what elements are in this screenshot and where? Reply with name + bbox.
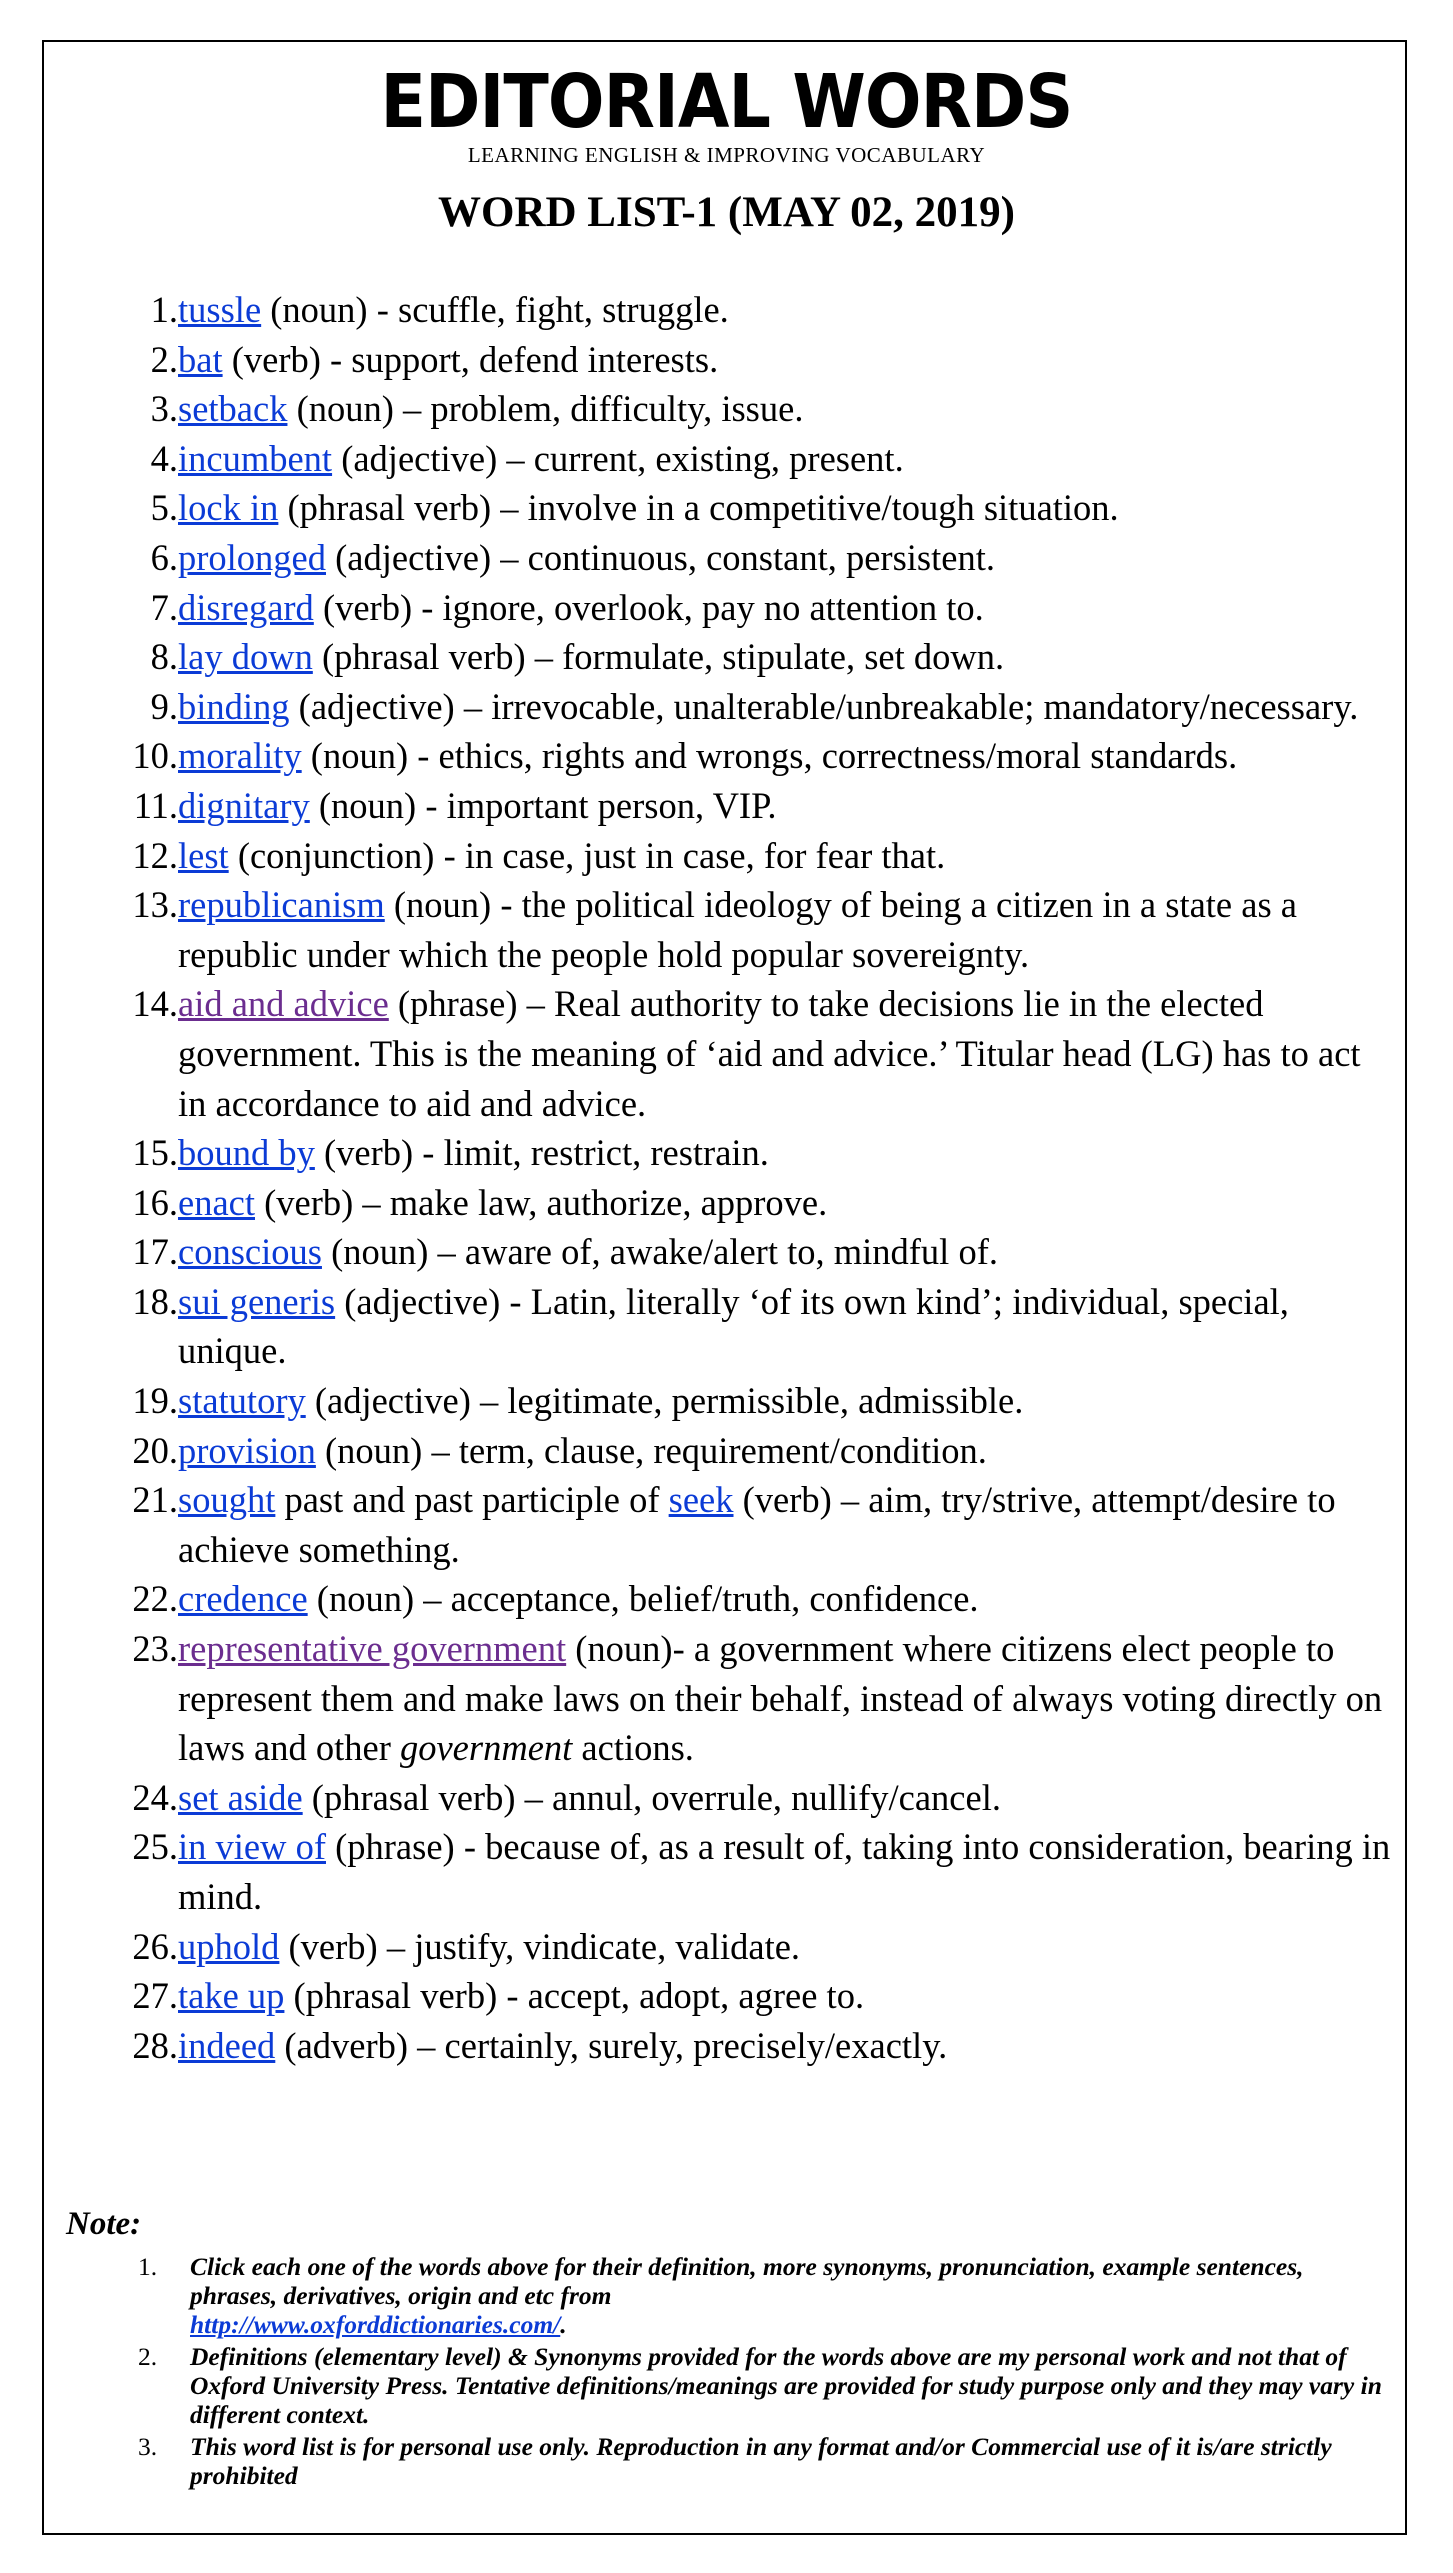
list-item	[118, 1624, 1398, 1773]
list-item	[118, 1277, 1398, 1376]
list-item	[118, 434, 1398, 484]
item-number: 1.	[150, 289, 178, 330]
definition-text: actions.	[572, 1727, 694, 1769]
item-number: 9.	[150, 685, 178, 727]
list-item	[118, 1227, 1398, 1277]
item-definition	[178, 1376, 1398, 1426]
definition-text: (verb) - limit, restrict, restrain.	[314, 1132, 769, 1174]
list-item	[118, 384, 1398, 434]
definition-text: (noun) - scuffle, fight, struggle.	[261, 289, 729, 330]
list-item	[118, 1475, 1398, 1574]
item-number: 28.	[132, 2024, 178, 2066]
item-definition	[178, 1475, 1398, 1574]
item-definition	[178, 1922, 1398, 1972]
page-subtitle: LEARNING ENGLISH & IMPROVING VOCABULARY	[467, 143, 986, 167]
definition-text: (adjective) – continuous, constant, persistent.	[326, 536, 995, 578]
item-number: 4.	[150, 437, 178, 479]
item-definition	[178, 682, 1398, 732]
item-number: 21.	[132, 1479, 178, 1521]
definition-text: (phrasal verb) – formulate, stipulate, set down.	[312, 636, 1005, 678]
list-item	[118, 1822, 1398, 1921]
list-item	[118, 1574, 1398, 1624]
definition-text: (verb) – justify, vindicate, validate.	[279, 1925, 801, 1967]
note-label: Note:	[66, 2206, 142, 2242]
definition-text: (verb) - support, defend interests.	[222, 338, 719, 380]
item-number: 24.	[132, 1776, 178, 1818]
list-item	[118, 285, 1398, 335]
item-definition	[178, 1426, 1398, 1476]
note-text	[190, 2252, 1390, 2339]
definition-text: (adjective) – current, existing, present.	[332, 437, 904, 479]
note-body: Click each one of the words above for their definition, more synonyms, pronunciation, example sentences, phrases, derivatives, origin and etc from	[190, 2252, 1304, 2310]
list-item	[118, 880, 1398, 979]
definition-text: (noun) – term, clause, requirement/condition.	[315, 1429, 987, 1471]
item-number: 12.	[132, 834, 178, 876]
list-item	[118, 335, 1398, 385]
item-definition	[178, 731, 1398, 781]
item-number: 19.	[132, 1380, 178, 1422]
item-number: 10.	[132, 735, 178, 777]
item-number: 3.	[150, 388, 178, 430]
word-link[interactable]: sui generis	[178, 1280, 336, 1322]
oxford-link[interactable]: http://www.oxforddictionaries.com/	[190, 2310, 561, 2339]
word-link[interactable]: disregard	[178, 586, 314, 628]
item-number: 15.	[132, 1132, 178, 1174]
word-list-title: WORD LIST-1 (MAY 02, 2019)	[438, 189, 1015, 236]
item-definition	[178, 1178, 1398, 1228]
word-link[interactable]: prolonged	[178, 536, 326, 578]
list-item	[118, 533, 1398, 583]
list-item	[118, 2021, 1398, 2071]
definition-text: (noun) – problem, difficulty, issue.	[287, 388, 804, 430]
list-item	[118, 1922, 1398, 1972]
item-definition	[178, 781, 1398, 831]
item-number: 13.	[132, 884, 178, 926]
list-item	[118, 1773, 1398, 1823]
note-number: 3.	[138, 2432, 158, 2461]
note-number: 1.	[138, 2252, 158, 2281]
word-link[interactable]: sought	[178, 1479, 276, 1521]
definition-text: (conjunction) - in case, just in case, for fear that.	[228, 834, 946, 876]
note-text	[190, 2432, 1390, 2490]
word-link[interactable]: lay down	[178, 636, 313, 678]
item-number: 17.	[132, 1231, 178, 1273]
word-link[interactable]: bat	[178, 338, 223, 380]
list-item	[118, 979, 1398, 1128]
word-link[interactable]: credence	[178, 1578, 308, 1620]
item-definition	[178, 979, 1398, 1128]
item-definition	[178, 632, 1398, 682]
item-definition	[178, 434, 1398, 484]
item-definition	[178, 1128, 1398, 1178]
word-link[interactable]: provision	[178, 1429, 316, 1471]
definition-text: past and past participle of	[275, 1479, 669, 1521]
word-link[interactable]: representative government	[178, 1628, 567, 1670]
list-item	[118, 583, 1398, 633]
list-item	[118, 1971, 1398, 2021]
definition-text: (adjective) – legitimate, permissible, admissible.	[305, 1380, 1024, 1422]
definition-text: (phrase) – Real authority to take decisions lie in the elected government. This is the meaning of ‘aid and advice.’ Titular head (LG) has to act in accordance to aid and advice.	[178, 983, 1361, 1124]
word-link[interactable]: incumbent	[178, 437, 333, 479]
list-item	[118, 781, 1398, 831]
list-item	[118, 1178, 1398, 1228]
item-definition	[178, 1773, 1398, 1823]
item-definition	[178, 831, 1398, 881]
word-link[interactable]: indeed	[178, 2024, 276, 2066]
definition-text: (noun) - the political ideology of being a citizen in a state as a republic under which the people hold popular sovereignty.	[178, 884, 1297, 975]
word-link[interactable]: in view of	[178, 1826, 326, 1868]
word-list	[118, 285, 1398, 2070]
item-definition	[178, 533, 1398, 583]
word-link[interactable]: take up	[178, 1975, 285, 2017]
item-definition	[178, 384, 1398, 434]
definition-text: (phrasal verb) – involve in a competitive/tough situation.	[278, 487, 1119, 529]
word-link[interactable]: bound by	[178, 1132, 315, 1174]
item-number: 23.	[132, 1628, 178, 1670]
word-link[interactable]: enact	[178, 1181, 255, 1223]
definition-text: (noun) - important person, VIP.	[309, 784, 777, 826]
list-item	[118, 831, 1398, 881]
definition-text: (verb) – make law, authorize, approve.	[255, 1181, 828, 1223]
note-text	[190, 2342, 1390, 2429]
list-item	[118, 632, 1398, 682]
page-title: EDITORIAL WORDS	[380, 59, 1073, 145]
item-definition	[178, 1227, 1398, 1277]
definition-text: (noun)- a government where citizens elect people to represent them and make laws on their behalf, instead of always voting directly on laws and other	[178, 1628, 1383, 1769]
item-number: 8.	[150, 636, 178, 678]
item-definition	[178, 2021, 1398, 2071]
definition-text: (adjective) – irrevocable, unalterable/unbreakable; mandatory/necessary.	[289, 685, 1359, 727]
list-item	[118, 731, 1398, 781]
note-item	[120, 2342, 1390, 2429]
word-link[interactable]: conscious	[178, 1231, 322, 1273]
item-number: 2.	[150, 338, 178, 380]
item-definition	[178, 483, 1398, 533]
item-number: 5.	[150, 487, 178, 529]
note-list	[120, 2252, 1390, 2493]
word-link[interactable]: binding	[178, 685, 290, 727]
item-definition	[178, 1277, 1398, 1376]
list-item	[118, 1128, 1398, 1178]
definition-text: (verb) – aim, try/strive, attempt/desire to achieve something.	[178, 1479, 1336, 1570]
definition-text: (noun) - ethics, rights and wrongs, correctness/moral standards.	[301, 735, 1238, 777]
note-number: 2.	[138, 2342, 158, 2371]
word-link[interactable]: dignitary	[178, 784, 310, 826]
item-number: 26.	[132, 1925, 178, 1967]
definition-text: (noun) – aware of, awake/alert to, mindful of.	[321, 1231, 998, 1273]
item-definition	[178, 1574, 1398, 1624]
item-number: 16.	[132, 1181, 178, 1223]
list-item	[118, 682, 1398, 732]
definition-text: (verb) - ignore, overlook, pay no attention to.	[313, 586, 984, 628]
item-number: 14.	[132, 983, 178, 1025]
definition-text: (phrasal verb) – annul, overrule, nullify/cancel.	[302, 1776, 1001, 1818]
word-link[interactable]: statutory	[178, 1380, 306, 1422]
note-item	[120, 2252, 1390, 2339]
note-body: .	[560, 2310, 567, 2339]
word-link[interactable]: seek	[668, 1479, 734, 1521]
item-number: 18.	[132, 1280, 178, 1322]
definition-text: (adjective) - Latin, literally ‘of its own kind’; individual, special, unique.	[178, 1280, 1289, 1372]
word-link[interactable]: aid and advice	[178, 983, 389, 1025]
definition-text: (phrasal verb) - accept, adopt, agree to.	[284, 1975, 865, 2017]
word-link[interactable]: lock in	[178, 487, 279, 529]
item-definition	[178, 1822, 1398, 1921]
note-body: Definitions (elementary level) & Synonyms provided for the words above are my personal work and not that of Oxford University Press. Tentative definitions/meanings are provided for study purpose only and they may vary in different context.	[190, 2342, 1382, 2429]
item-definition	[178, 583, 1398, 633]
list-item	[118, 483, 1398, 533]
definition-text: (adverb) – certainly, surely, precisely/exactly.	[275, 2024, 948, 2066]
word-link[interactable]: lest	[178, 834, 229, 876]
item-number: 7.	[150, 586, 178, 628]
note-item	[120, 2432, 1390, 2490]
item-definition	[178, 880, 1398, 979]
item-definition	[178, 1971, 1398, 2021]
item-number: 27.	[132, 1975, 178, 2017]
definition-emphasis: government	[399, 1727, 573, 1769]
item-definition	[178, 285, 1398, 335]
word-link[interactable]: morality	[178, 735, 302, 777]
item-number: 25.	[132, 1826, 178, 1868]
word-link[interactable]: uphold	[178, 1925, 280, 1967]
word-link[interactable]: setback	[178, 388, 288, 430]
item-number: 22.	[132, 1578, 178, 1620]
item-definition	[178, 1624, 1398, 1773]
item-definition	[178, 335, 1398, 385]
item-number: 6.	[150, 536, 178, 578]
item-number: 20.	[132, 1429, 178, 1471]
list-item	[118, 1426, 1398, 1476]
word-link[interactable]: republicanism	[178, 884, 385, 926]
note-body: This word list is for personal use only. Reproduction in any format and/or Commercial use of it is/are strictly prohibited	[190, 2432, 1332, 2490]
list-item	[118, 1376, 1398, 1426]
definition-text: (phrase) - because of, as a result of, taking into consideration, bearing in mind.	[178, 1826, 1391, 1917]
definition-text: (noun) – acceptance, belief/truth, confidence.	[307, 1578, 979, 1620]
item-number: 11.	[133, 784, 178, 826]
word-link[interactable]: tussle	[178, 289, 262, 330]
word-link[interactable]: set aside	[178, 1776, 303, 1818]
